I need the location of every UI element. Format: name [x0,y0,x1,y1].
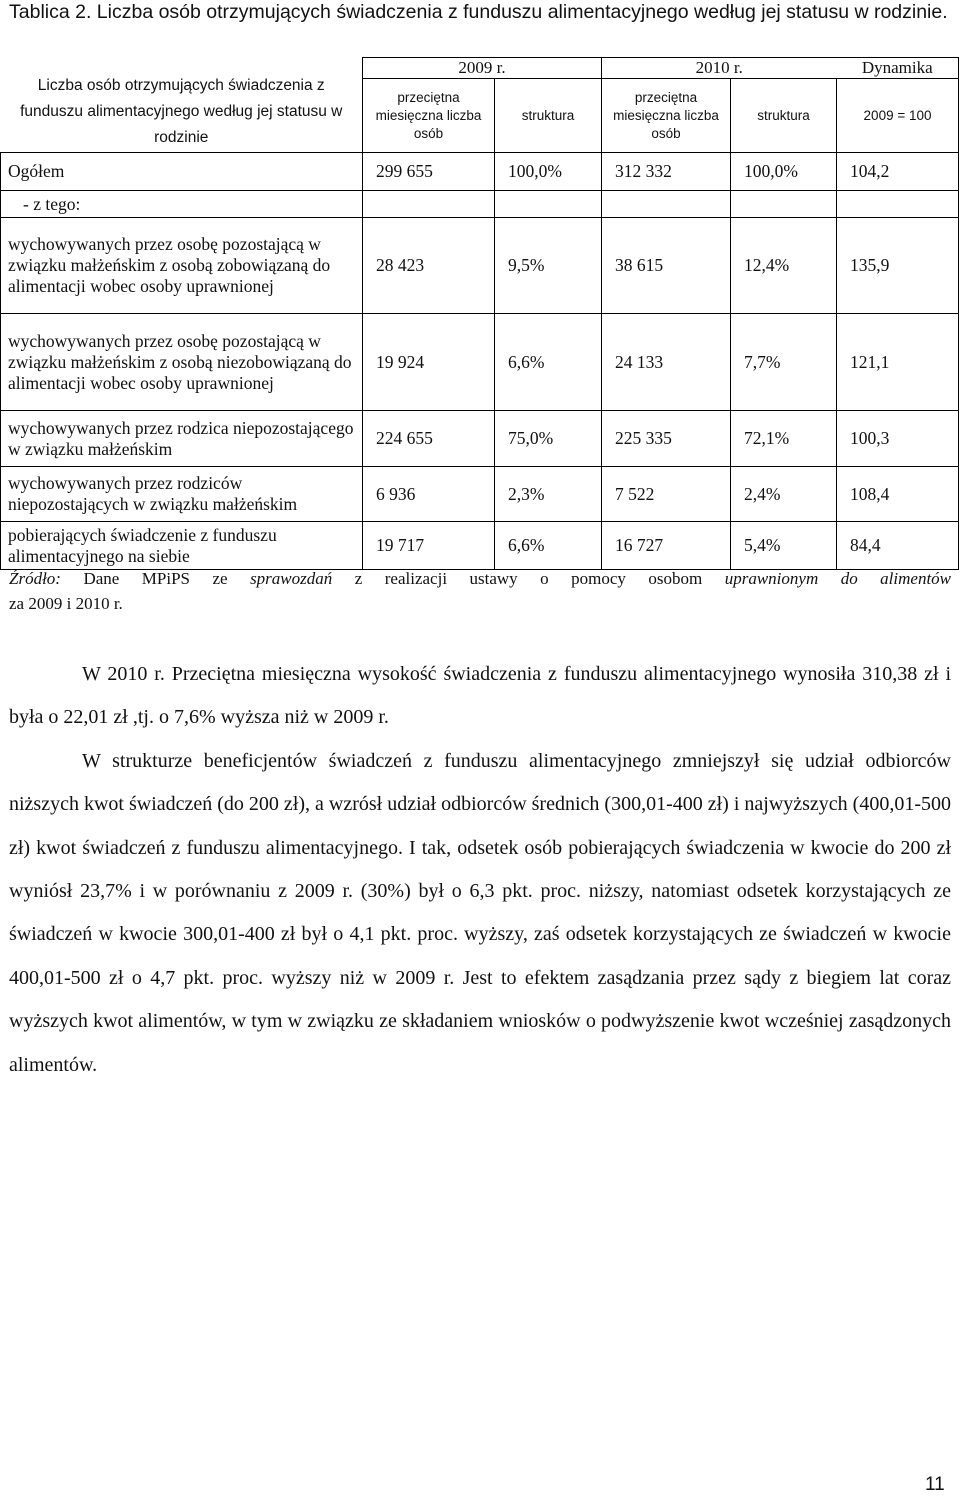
row-label: wychowywanych przez rodzica niepozostającego w związku małżeńskim [1,411,363,467]
cell-struct-2009: 75,0% [495,411,602,467]
cell-avg-2009: 19 717 [363,522,495,570]
cell-dynamics: 104,2 [837,153,959,191]
cell-struct-2009: 6,6% [495,522,602,570]
cell-avg-2010: 312 332 [602,153,731,191]
row-label: pobierających świadczenie z funduszu alimentacyjnego na siebie [1,522,363,570]
statistics-table [0,57,959,570]
cell-struct-2010: 7,7% [731,314,837,411]
cell-avg-2010: 24 133 [602,314,731,411]
cell-avg-2009: 6 936 [363,467,495,522]
col-avg-2009: przeciętna miesięczna liczba osób [363,79,495,153]
year-2010-header: 2010 r. [602,58,837,79]
cell-struct-2010: 2,4% [731,467,837,522]
body-text [9,653,951,1087]
cell-avg-2009: 28 423 [363,218,495,314]
cell-struct-2009: 6,6% [495,314,602,411]
cell-dynamics: 108,4 [837,467,959,522]
table-row [1,467,959,522]
dynamics-header: Dynamika [837,58,959,79]
source-line-2: za 2009 i 2010 r. [9,594,123,613]
row-label: wychowywanych przez osobę pozostającą w związku małżeńskim z osobą niezobowiązaną do alimentacji wobec osoby uprawnionej [1,314,363,411]
table-caption: Tablica 2. Liczba osób otrzymujących świadczenia z funduszu alimentacyjnego według jej statusu w rodzinie. [9,1,948,23]
cell-dynamics: 100,3 [837,411,959,467]
row-label: wychowywanych przez osobę pozostającą w związku małżeńskim z osobą zobowiązaną do alimentacji wobec osoby uprawnionej [1,218,363,314]
year-2009-header: 2009 r. [363,58,602,79]
cell-avg-2009: 224 655 [363,411,495,467]
cell-avg-2010: 7 522 [602,467,731,522]
table-row [1,411,959,467]
cell-struct-2009: 2,3% [495,467,602,522]
cell-avg-2010: 38 615 [602,218,731,314]
table-row [1,522,959,570]
col-avg-2010: przeciętna miesięczna liczba osób [602,79,731,153]
cell-struct-2009: 100,0% [495,153,602,191]
corner-header: Liczba osób otrzymujących świadczenia z funduszu alimentacyjnego według jej statusu w rodzinie [1,58,363,153]
table-row [1,314,959,411]
cell-avg-2009: 299 655 [363,153,495,191]
table-row-subheading [1,191,959,218]
table-row [1,218,959,314]
source-label: Źródło: [9,569,61,588]
source-note: Źródło: Dane MPiPS ze sprawozdań z realizacji ustawy o pomocy osobom uprawnionym do alimentów za 2009 i 2010 r. [9,566,951,616]
cell-struct-2010: 12,4% [731,218,837,314]
cell-avg-2009: 19 924 [363,314,495,411]
cell-struct-2010: 100,0% [731,153,837,191]
cell-avg-2010: 225 335 [602,411,731,467]
cell-struct-2009: 9,5% [495,218,602,314]
cell-dynamics: 84,4 [837,522,959,570]
subheading-label: - z tego: [1,191,363,218]
cell-avg-2010: 16 727 [602,522,731,570]
row-label: wychowywanych przez rodziców niepozostających w związku małżeńskim [1,467,363,522]
paragraph: W 2010 r. Przeciętna miesięczna wysokość świadczenia z funduszu alimentacyjnego wynosiła 310,38 zł i była o 22,01 zł ,tj. o 7,6% wyższa niż w 2009 r. [9,663,951,729]
table-row-total [1,153,959,191]
cell-dynamics: 135,9 [837,218,959,314]
col-dynamics-base: 2009 = 100 [837,79,959,153]
page-number: 11 [925,1474,945,1495]
cell-struct-2010: 5,4% [731,522,837,570]
paragraph: W strukturze beneficjentów świadczeń z funduszu alimentacyjnego zmniejszył się udział odbiorców niższych kwot świadczeń (do 200 zł), a wzrósł udział odbiorców średnich (300,01-400 zł) i najwyższych (400,01-500 zł) kwot świadczeń z funduszu alimentacyjnego. I tak, odsetek osób pobierających świadczenia w kwocie do 200 zł wyniósł 23,7% i w porównaniu z 2009 r. (30%) był o 6,3 pkt. proc. niższy, natomiast odsetek korzystających ze świadczeń w kwocie 300,01-400 zł był o 4,1 pkt. proc. wyższy, zaś odsetek korzystających ze świadczeń w kwocie 400,01-500 zł o 4,7 pkt. proc. wyższy niż w 2009 r. Jest to efektem zasądzania przez sądy z biegiem lat coraz wyższych kwot alimentów, w tym w związku ze składaniem wniosków o podwyższenie kwot wcześniej zasądzonych alimentów. [9,749,951,1076]
col-struct-2009: struktura [495,79,602,153]
col-struct-2010: struktura [731,79,837,153]
row-label: Ogółem [1,153,363,191]
cell-dynamics: 121,1 [837,314,959,411]
cell-struct-2010: 72,1% [731,411,837,467]
